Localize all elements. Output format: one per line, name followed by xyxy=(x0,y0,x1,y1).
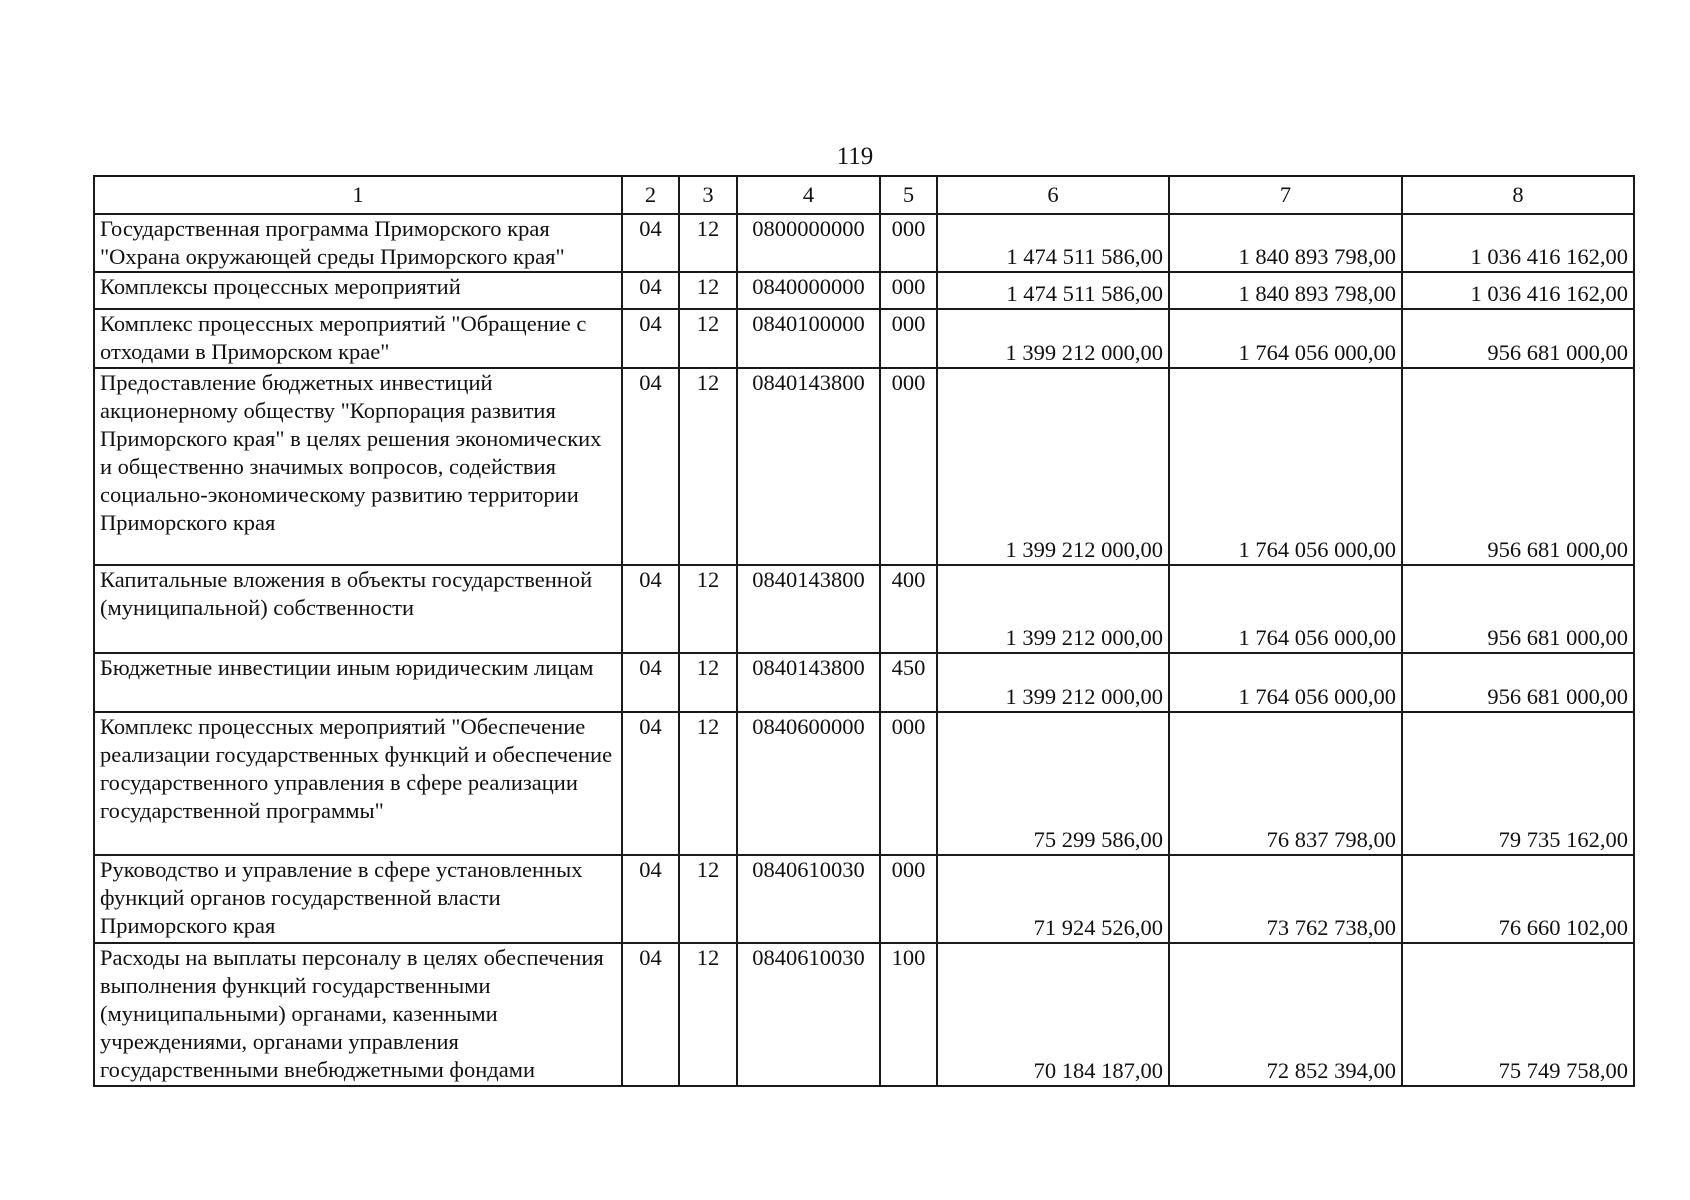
section-code-cell: 04 xyxy=(622,565,679,653)
column-header: 5 xyxy=(880,176,937,214)
amount-col6-cell: 1 399 212 000,00 xyxy=(937,309,1169,368)
subsection-code-cell: 12 xyxy=(679,943,737,1086)
subsection-code-cell: 12 xyxy=(679,214,737,272)
subsection-code-cell: 12 xyxy=(679,272,737,309)
column-header: 1 xyxy=(94,176,622,214)
row-name-cell: Руководство и управление в сфере установленных функций органов государственной власти Приморского края xyxy=(94,855,622,943)
expense-type-cell: 450 xyxy=(880,653,937,712)
subsection-code-cell: 12 xyxy=(679,712,737,855)
subsection-code-cell: 12 xyxy=(679,855,737,943)
column-header: 6 xyxy=(937,176,1169,214)
expense-type-cell: 000 xyxy=(880,309,937,368)
amount-col7-cell: 1 764 056 000,00 xyxy=(1169,368,1402,565)
table-row xyxy=(94,855,1634,943)
section-code-cell: 04 xyxy=(622,214,679,272)
amount-col6-cell: 75 299 586,00 xyxy=(937,712,1169,855)
target-article-cell: 0840000000 xyxy=(737,272,880,309)
amount-col7-cell: 1 840 893 798,00 xyxy=(1169,272,1402,309)
section-code-cell: 04 xyxy=(622,653,679,712)
subsection-code-cell: 12 xyxy=(679,309,737,368)
target-article-cell: 0840143800 xyxy=(737,565,880,653)
target-article-cell: 0840610030 xyxy=(737,943,880,1086)
row-name-cell: Комплексы процессных мероприятий xyxy=(94,272,622,309)
section-code-cell: 04 xyxy=(622,272,679,309)
expense-type-cell: 000 xyxy=(880,272,937,309)
amount-col8-cell: 76 660 102,00 xyxy=(1402,855,1634,943)
amount-col7-cell: 1 764 056 000,00 xyxy=(1169,309,1402,368)
subsection-code-cell: 12 xyxy=(679,653,737,712)
column-header: 3 xyxy=(679,176,737,214)
table-row xyxy=(94,565,1634,653)
table-row xyxy=(94,653,1634,712)
amount-col7-cell: 1 764 056 000,00 xyxy=(1169,653,1402,712)
amount-col8-cell: 956 681 000,00 xyxy=(1402,309,1634,368)
amount-col8-cell: 956 681 000,00 xyxy=(1402,653,1634,712)
row-name-cell: Комплекс процессных мероприятий "Обращение с отходами в Приморском крае" xyxy=(94,309,622,368)
table-row xyxy=(94,712,1634,855)
page-number: 119 xyxy=(836,143,874,170)
row-name-cell: Расходы на выплаты персоналу в целях обеспечения выполнения функций государственными (муниципальными) органами, казенными учреждениями, органами управления государственными внебюджетными фондами xyxy=(94,943,622,1086)
amount-col7-cell: 73 762 738,00 xyxy=(1169,855,1402,943)
amount-col6-cell: 1 399 212 000,00 xyxy=(937,653,1169,712)
table-row xyxy=(94,309,1634,368)
target-article-cell: 0840610030 xyxy=(737,855,880,943)
table-row xyxy=(94,272,1634,309)
expense-type-cell: 000 xyxy=(880,855,937,943)
amount-col6-cell: 1 399 212 000,00 xyxy=(937,368,1169,565)
amount-col7-cell: 1 840 893 798,00 xyxy=(1169,214,1402,272)
section-code-cell: 04 xyxy=(622,943,679,1086)
table-row xyxy=(94,943,1634,1086)
expense-type-cell: 000 xyxy=(880,214,937,272)
target-article-cell: 0840143800 xyxy=(737,368,880,565)
table-row xyxy=(94,214,1634,272)
amount-col7-cell: 76 837 798,00 xyxy=(1169,712,1402,855)
column-header: 4 xyxy=(737,176,880,214)
section-code-cell: 04 xyxy=(622,855,679,943)
section-code-cell: 04 xyxy=(622,368,679,565)
column-header: 7 xyxy=(1169,176,1402,214)
amount-col8-cell: 75 749 758,00 xyxy=(1402,943,1634,1086)
subsection-code-cell: 12 xyxy=(679,368,737,565)
amount-col7-cell: 72 852 394,00 xyxy=(1169,943,1402,1086)
row-name-cell: Капитальные вложения в объекты государственной (муниципальной) собственности xyxy=(94,565,622,653)
column-number-row xyxy=(94,176,1634,214)
row-name-cell: Комплекс процессных мероприятий "Обеспечение реализации государственных функций и обеспечение государственного управления в сфере реализации государственной программы" xyxy=(94,712,622,855)
subsection-code-cell: 12 xyxy=(679,565,737,653)
amount-col6-cell: 70 184 187,00 xyxy=(937,943,1169,1086)
table-row xyxy=(94,368,1634,565)
amount-col8-cell: 1 036 416 162,00 xyxy=(1402,214,1634,272)
row-name-cell: Бюджетные инвестиции иным юридическим лицам xyxy=(94,653,622,712)
amount-col8-cell: 956 681 000,00 xyxy=(1402,565,1634,653)
amount-col6-cell: 1 474 511 586,00 xyxy=(937,272,1169,309)
amount-col8-cell: 1 036 416 162,00 xyxy=(1402,272,1634,309)
amount-col6-cell: 1 399 212 000,00 xyxy=(937,565,1169,653)
target-article-cell: 0800000000 xyxy=(737,214,880,272)
target-article-cell: 0840600000 xyxy=(737,712,880,855)
amount-col7-cell: 1 764 056 000,00 xyxy=(1169,565,1402,653)
target-article-cell: 0840143800 xyxy=(737,653,880,712)
amount-col6-cell: 71 924 526,00 xyxy=(937,855,1169,943)
amount-col8-cell: 956 681 000,00 xyxy=(1402,368,1634,565)
section-code-cell: 04 xyxy=(622,712,679,855)
column-header: 8 xyxy=(1402,176,1634,214)
expense-type-cell: 000 xyxy=(880,712,937,855)
amount-col6-cell: 1 474 511 586,00 xyxy=(937,214,1169,272)
row-name-cell: Государственная программа Приморского края "Охрана окружающей среды Приморского края" xyxy=(94,214,622,272)
expense-type-cell: 100 xyxy=(880,943,937,1086)
expense-type-cell: 400 xyxy=(880,565,937,653)
row-name-cell: Предоставление бюджетных инвестиций акционерному обществу "Корпорация развития Приморского края" в целях решения экономических и общественно значимых вопросов, содействия социально-экономическому развитию территории Приморского края xyxy=(94,368,622,565)
amount-col8-cell: 79 735 162,00 xyxy=(1402,712,1634,855)
budget-table xyxy=(93,175,1635,1087)
expense-type-cell: 000 xyxy=(880,368,937,565)
column-header: 2 xyxy=(622,176,679,214)
section-code-cell: 04 xyxy=(622,309,679,368)
target-article-cell: 0840100000 xyxy=(737,309,880,368)
